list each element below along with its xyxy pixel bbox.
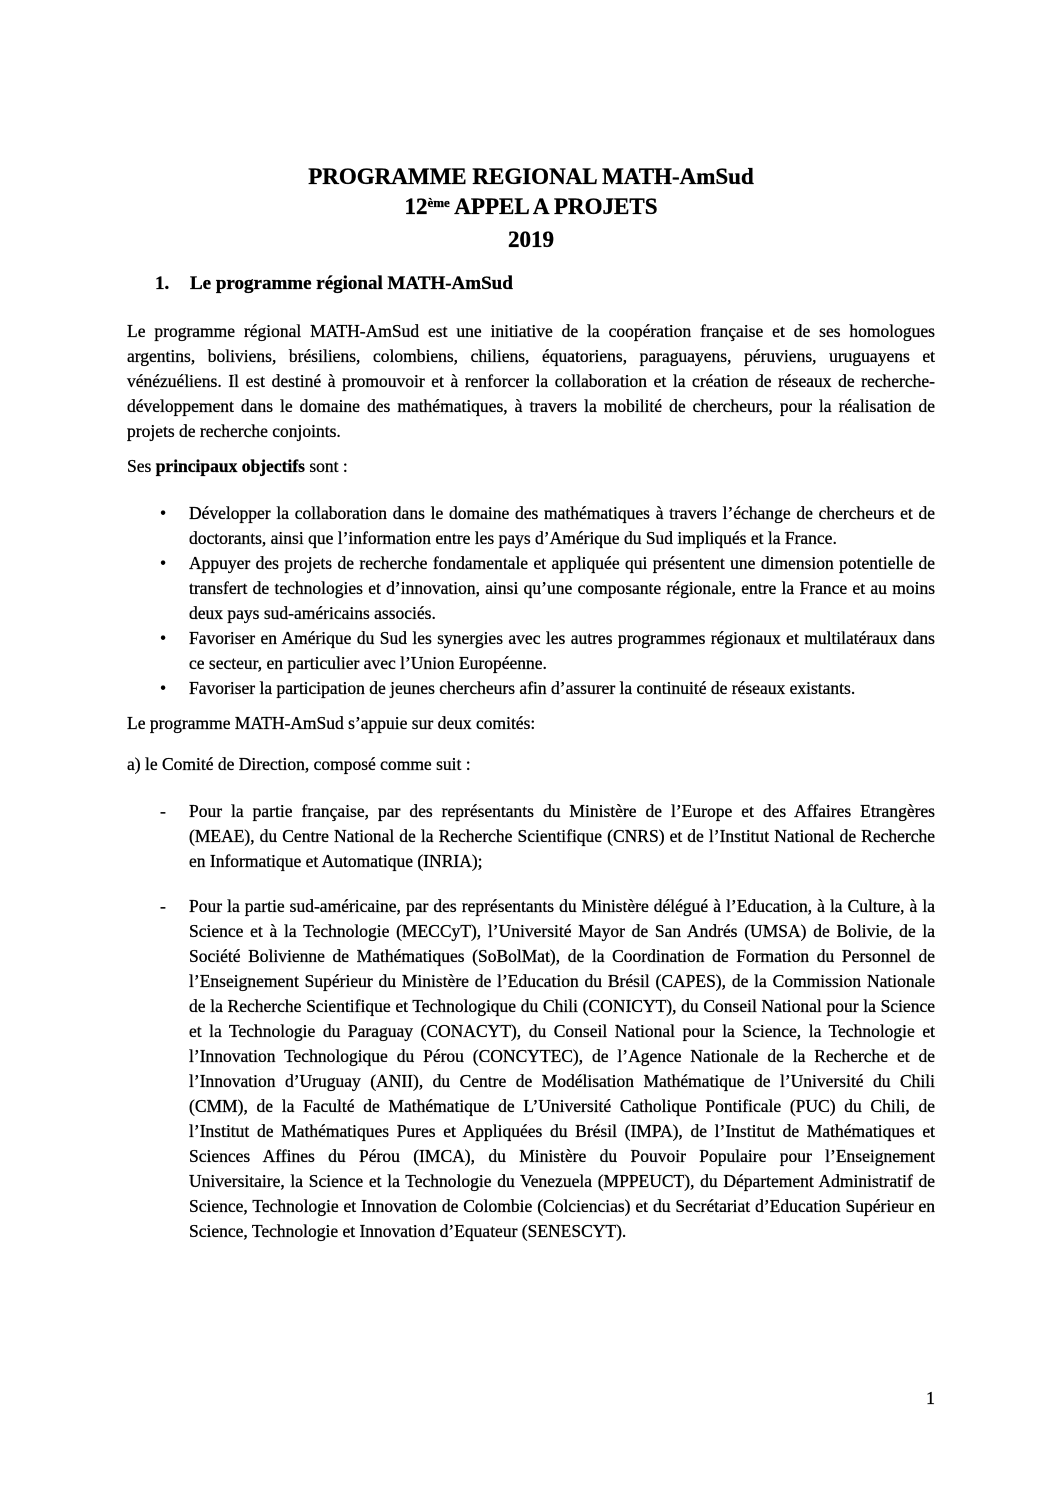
objective-text: Appuyer des projets de recherche fondamentale et appliquée qui présentent une dimension potentielle de transfert de technologies et d’innovation, ainsi qu’une composante régionale, entre la France et au moins deux pays sud-américains associés. — [189, 553, 935, 623]
committee-a-item — [127, 894, 935, 1244]
committee-a-item — [127, 799, 935, 874]
bullet-icon: • — [160, 628, 167, 648]
section-1-heading — [127, 271, 935, 297]
title-call-text: APPEL A PROJETS — [449, 194, 658, 219]
objectives-intro-suffix: sont : — [304, 456, 348, 476]
objectives-intro-prefix: Ses — [127, 456, 156, 476]
objectives-list — [127, 501, 935, 701]
objective-text: Développer la collaboration dans le domaine des mathématiques à travers l’échange de chercheurs et de doctorants, ainsi que l’information entre les pays d’Amérique du Sud impliqués et la France. — [189, 503, 935, 548]
objective-item — [127, 501, 935, 551]
committee-a-label: a) le Comité de Direction, composé comme suit : — [127, 754, 471, 774]
objective-item — [127, 626, 935, 676]
section-1-title: Le programme régional MATH-AmSud — [190, 273, 513, 294]
page-number: 1 — [926, 1388, 935, 1408]
objective-item — [127, 551, 935, 626]
objectives-intro-bold: principaux objectifs — [155, 456, 305, 476]
dash-icon: - — [160, 801, 166, 821]
objective-item — [127, 676, 935, 701]
bullet-icon: • — [160, 678, 167, 698]
title-ordinal-suffix: ème — [427, 195, 450, 210]
committee-a-item-text: Pour la partie française, par des représentants du Ministère de l’Europe et des Affaires Etrangères (MEAE), du Centre National de la Recherche Scientifique (CNRS) et de l’Institut National de Recherche en Informatique et Automatique (INRIA); — [189, 801, 935, 871]
committees-intro: Le programme MATH-AmSud s’appuie sur deux comités: — [127, 713, 536, 733]
objectives-intro — [127, 454, 935, 479]
title-call-number: 12 — [404, 194, 428, 219]
dash-icon: - — [160, 896, 166, 916]
title-line-1: PROGRAMME REGIONAL MATH-AmSud — [308, 164, 754, 189]
document-content — [127, 162, 935, 1244]
bullet-icon: • — [160, 503, 167, 523]
objective-text: Favoriser en Amérique du Sud les synergies avec les autres programmes régionaux et multilatéraux dans ce secteur, en particulier avec l’Union Européenne. — [189, 628, 935, 673]
objective-text: Favoriser la participation de jeunes chercheurs afin d’assurer la continuité de réseaux existants. — [189, 678, 856, 698]
document-title — [127, 162, 935, 255]
committee-a-item-text: Pour la partie sud-américaine, par des représentants du Ministère délégué à l’Education, à la Culture, à la Science et à la Technologie (MECCyT), l’Université Mayor de San Andrés (UMSA) de Bolivie, de la Société Bolivienne de Mathématiques (SoBolMat), de la Coordination de Formation du Personnel de l’Enseignement Supérieur du Ministère de l’Education du Brésil (CAPES), de la Commission Nationale de la Recherche Scientifique et Technologique du Chili (CONICYT), du Conseil National pour la Science et la Technologie du Paraguay (CONACYT), du Conseil National pour la Science, la Technologie et l’Innovation Technologique du Pérou (CONCYTEC), de l’Agence Nationale de la Recherche et de l’Innovation d’Uruguay (ANII), du Centre de Modélisation Mathématique de l’Université du Chili (CMM), de la Faculté de Mathématique de L’Université Catholique Pontificale (PUC) du Chili, de l’Institut de Mathématiques Pures et Appliquées du Brésil (IMPA), de l’Institut de Mathématiques et Sciences Affines du Pérou (IMCA), du Ministère du Pouvoir Populaire pour l’Enseignement Universitaire, la Science et la Technologie du Venezuela (MPPEUCT), du Département Administratif de Science, Technologie et Innovation de Colombie (Colciencias) et du Secrétariat d’Education Supérieur en Science, Technologie et Innovation d’Equateur (SENESCYT). — [189, 896, 935, 1241]
bullet-icon: • — [160, 553, 167, 573]
title-line-2 — [127, 192, 935, 225]
intro-paragraph: Le programme régional MATH-AmSud est une initiative de la coopération française et de ses homologues argentins, boliviens, brésiliens, colombiens, chiliens, équatoriens, paraguayens, péruviens, uruguayens et vénézuéliens. Il est destiné à promouvoir et à renforcer la collaboration et la création de réseaux de recherche-développement dans le domaine des mathématiques, à travers la mobilité de chercheurs, pour la réalisation de projets de recherche conjoints. — [127, 321, 935, 441]
committee-a-list — [127, 799, 935, 1244]
section-1-number: 1. — [155, 273, 170, 294]
title-year: 2019 — [508, 227, 554, 252]
